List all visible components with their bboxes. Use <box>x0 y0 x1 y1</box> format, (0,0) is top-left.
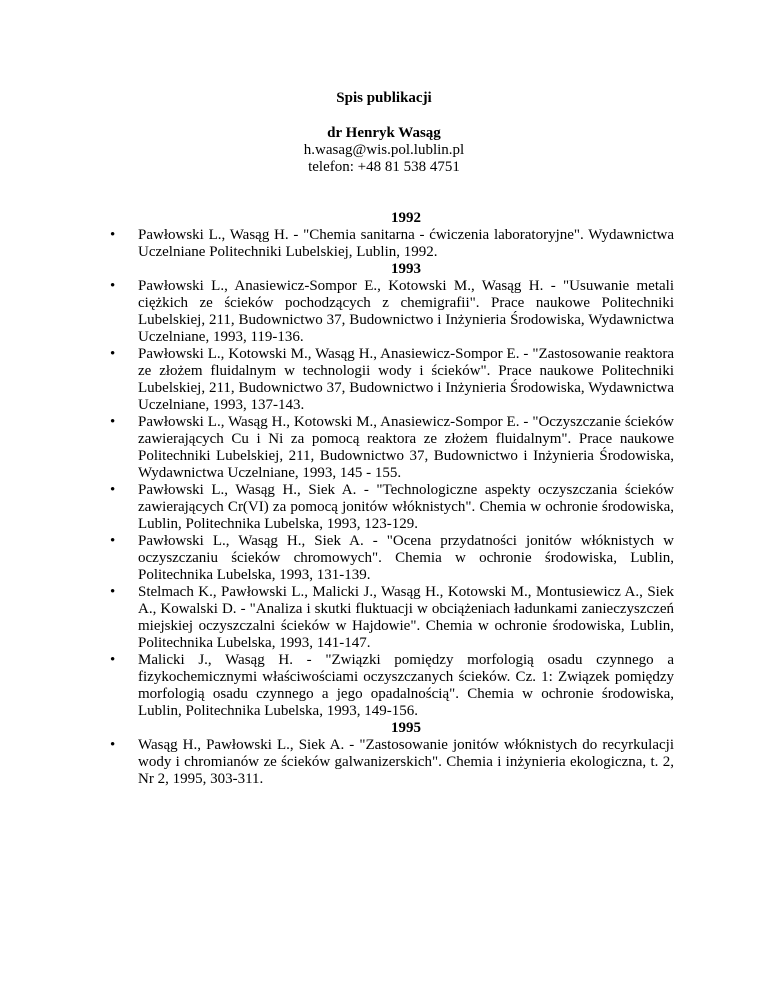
author-phone: telefon: +48 81 538 4751 <box>308 159 460 175</box>
publication-item: • Pawłowski L., Wasąg H., Siek A. - "Ocena przydatności jonitów włóknistych w oczyszczaniu ścieków chromowych". Chemia w ochronie środowiska, Lublin, Politechnika Lubelska, 1993, 131-139. <box>138 533 674 584</box>
year-heading: 1992 <box>391 210 421 226</box>
publication-item: • Pawłowski L., Anasiewicz-Sompor E., Kotowski M., Wasąg H. - "Usuwanie metali ciężkich ze ścieków pochodzących z chemigrafii". Prace naukowe Politechniki Lubelskiej, 211, Budownictwo 37, Budownictwo i Inżynieria Środowiska, Wydawnictwa Uczelniane, 1993, 119-136. <box>138 278 674 346</box>
publication-item: • Pawłowski L., Wasąg H. - "Chemia sanitarna - ćwiczenia laboratoryjne". Wydawnictwa Uczelniane Politechniki Lubelskiej, Lublin, 1992. <box>138 227 674 261</box>
author-email: h.wasag@wis.pol.lublin.pl <box>303 142 465 158</box>
year-heading: 1995 <box>391 720 421 736</box>
publication-item: • Stelmach K., Pawłowski L., Malicki J., Wasąg H., Kotowski M., Montusiewicz A., Siek A., Kowalski D. - "Analiza i skutki fluktuacji w obciążeniach ładunkami zanieczyszczeń miejskiej oczyszczalni ścieków w Hajdowie". Chemia w ochronie środowiska, Lublin, Politechnika Lubelska, 1993, 141-147. <box>138 584 674 652</box>
year-heading: 1993 <box>391 261 421 277</box>
publication-item: • Pawłowski L., Wasąg H., Siek A. - "Technologiczne aspekty oczyszczania ścieków zawierających Cr(VI) za pomocą jonitów włóknistych". Chemia w ochronie środowiska, Lublin, Politechnika Lubelska, 1993, 123-129. <box>138 482 674 533</box>
publication-list <box>138 210 674 788</box>
publication-item: • Pawłowski L., Kotowski M., Wasąg H., Anasiewicz-Sompor E. - "Zastosowanie reaktora ze złożem fluidalnym w technologii wody i ścieków". Prace naukowe Politechniki Lubelskiej, 211, Budownictwo 37, Budownictwo i Inżynieria Środowiska, Wydawnictwa Uczelniane, 1993, 137-143. <box>138 346 674 414</box>
author-name: dr Henryk Wasąg <box>327 125 441 141</box>
document-header <box>0 90 768 176</box>
publication-item: • Malicki J., Wasąg H. - "Związki pomiędzy morfologią osadu czynnego a fizykochemicznymi właściwościami oczyszczanych ścieków. Cz. 1: Związek pomiędzy morfologią osadu czynnego a jego opadalnością". Chemia w ochronie środowiska, Lublin, Politechnika Lubelska, 1993, 149-156. <box>138 652 674 720</box>
publication-item: • Wasąg H., Pawłowski L., Siek A. - "Zastosowanie jonitów włóknistych do recyrkulacji wody i chromianów ze ścieków galwanizerskich". Chemia i inżynieria ekologiczna, t. 2, Nr 2, 1995, 303-311. <box>138 737 674 788</box>
page-title: Spis publikacji <box>336 90 432 106</box>
publication-item: • Pawłowski L., Wasąg H., Kotowski M., Anasiewicz-Sompor E. - "Oczyszczanie ścieków zawierających Cu i Ni za pomocą reaktora ze złożem fluidalnym". Prace naukowe Politechniki Lubelskiej, 211, Budownictwo 37, Budownictwo i Inżynieria Środowiska, Wydawnictwa Uczelniane, 1993, 145 - 155. <box>138 414 674 482</box>
